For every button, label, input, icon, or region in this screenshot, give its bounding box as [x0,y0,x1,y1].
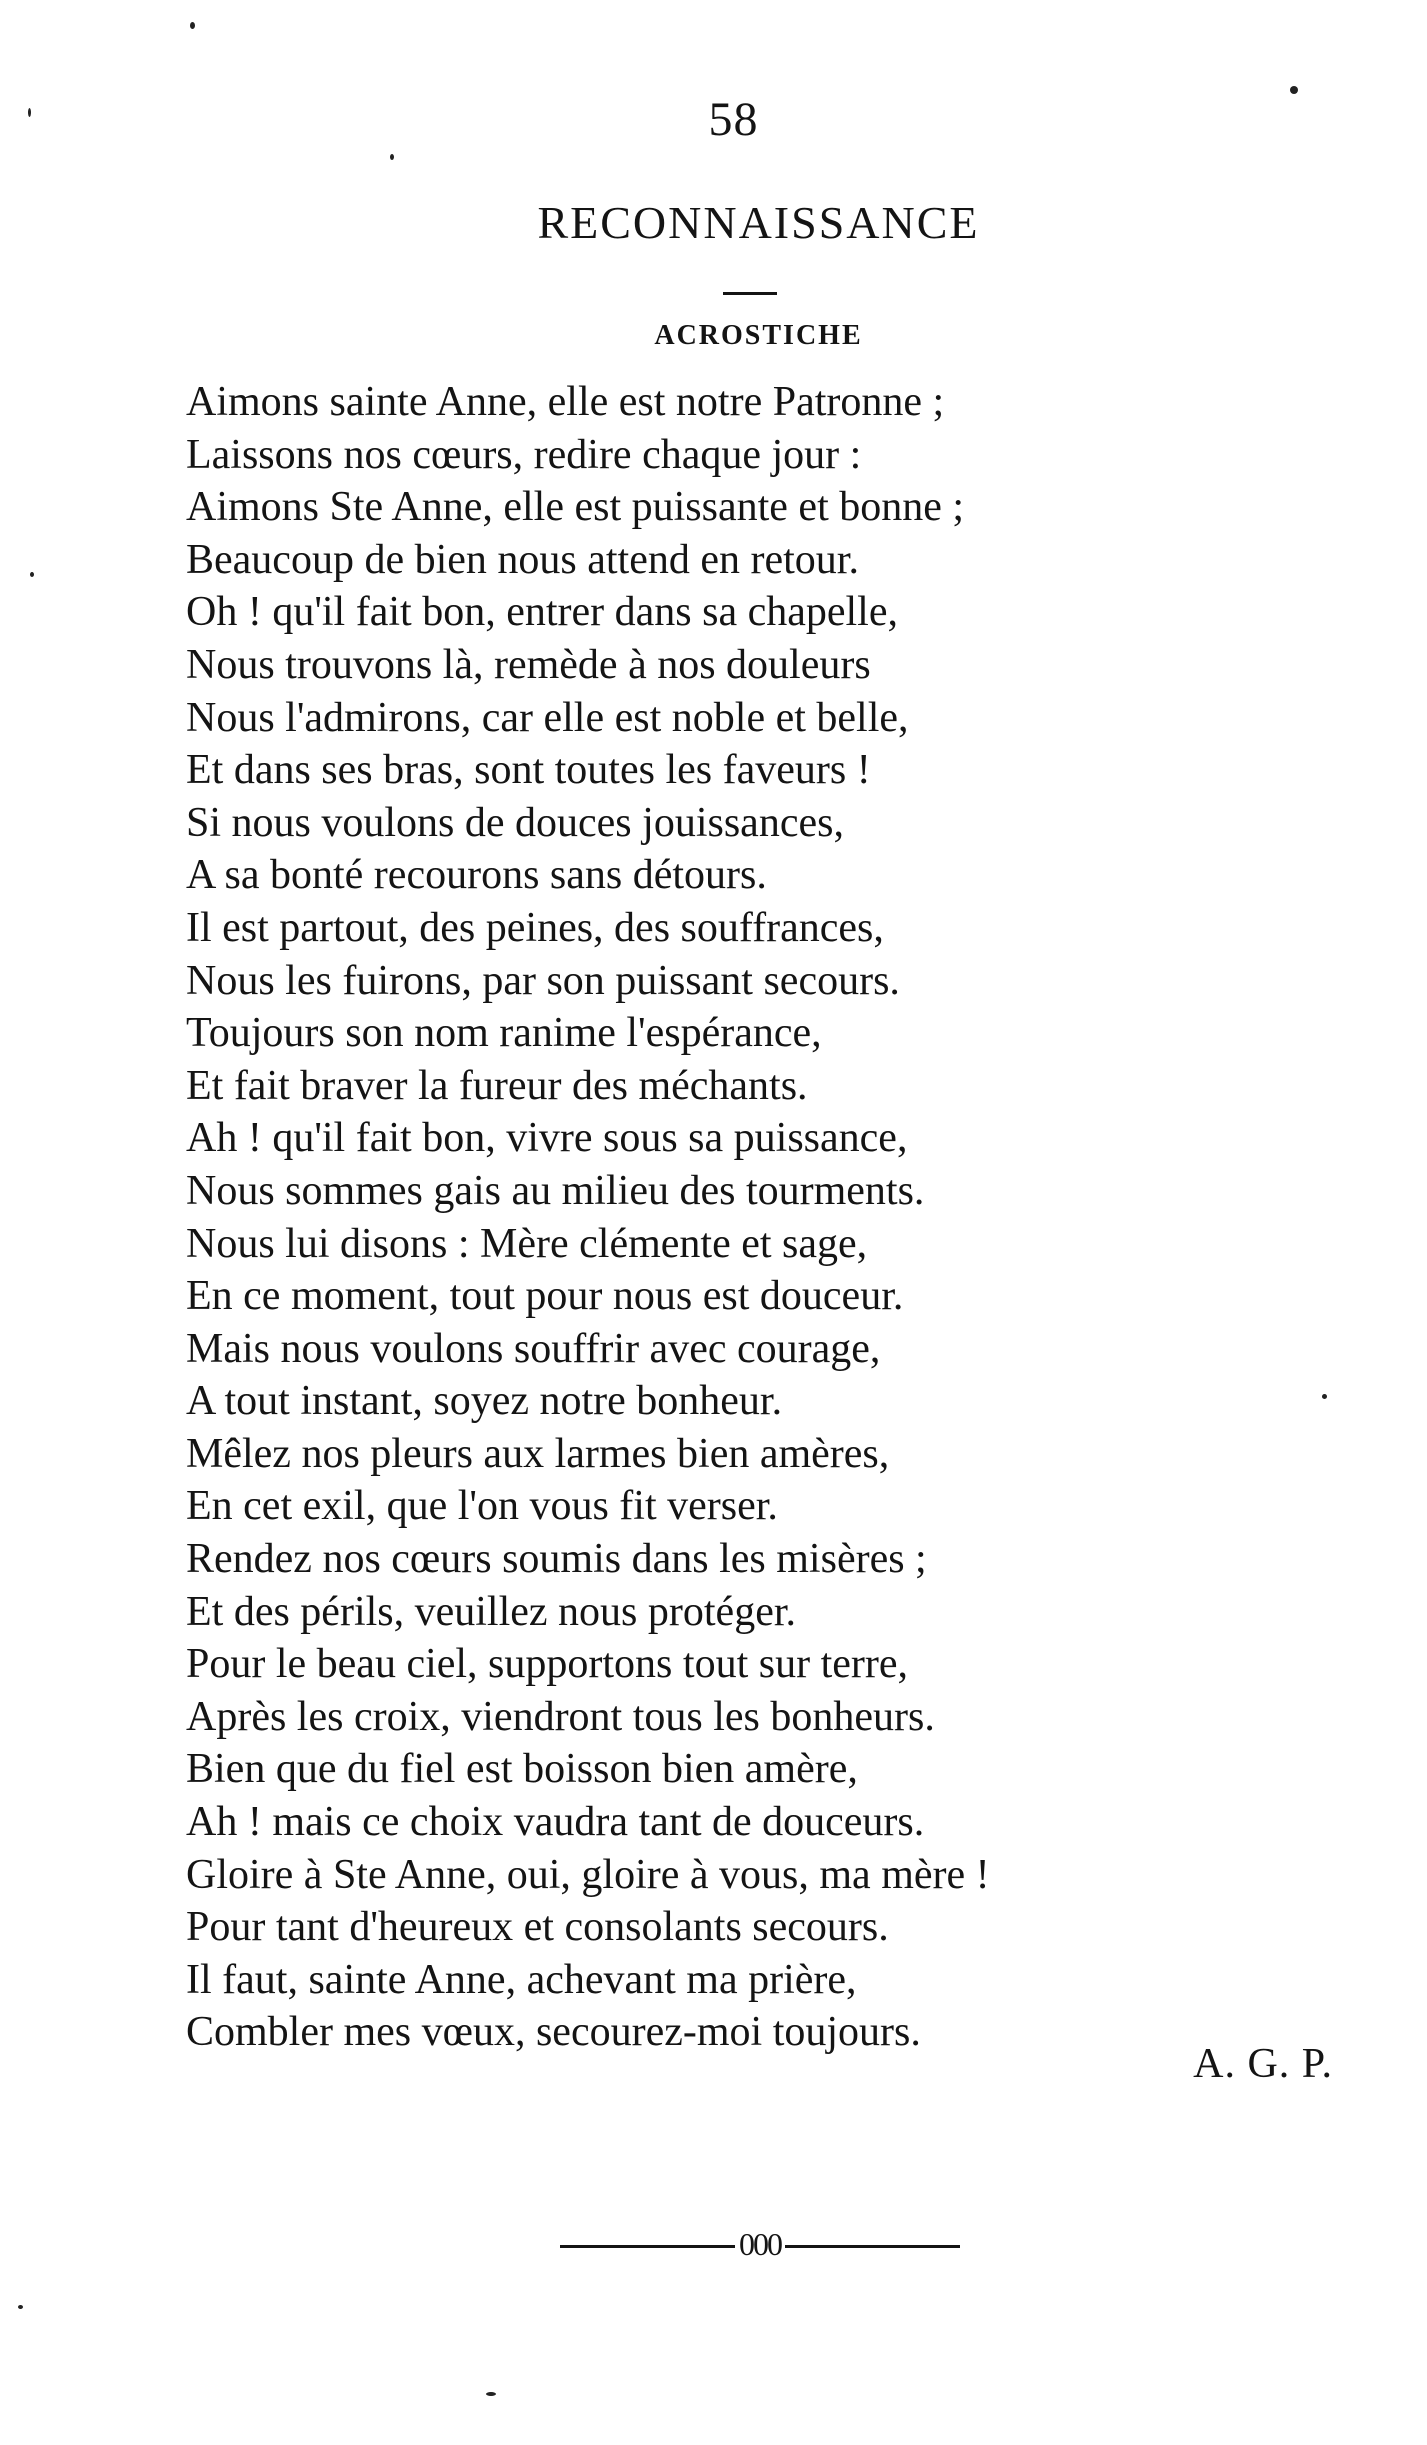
end-ornament [560,2228,960,2264]
poem-line: A sa bonté recourons sans détours. [186,852,767,899]
scan-speck [1322,1394,1327,1399]
poem-line: Bien que du fiel est boisson bien amère, [186,1746,858,1793]
signature: A. G. P. [1193,2041,1333,2087]
scan-speck [190,22,195,29]
page-title: RECONNAISSANCE [537,197,980,248]
poem-line: Mêlez nos pleurs aux larmes bien amères, [186,1430,890,1477]
poem-line: Il faut, sainte Anne, achevant ma prière, [186,1956,857,2003]
scan-speck [18,2305,23,2309]
poem-line: Oh ! qu'il fait bon, entrer dans sa chapelle, [186,589,898,636]
page-number: 58 [708,93,759,146]
ornament-dash-left [560,2245,735,2248]
poem-line: Beaucoup de bien nous attend en retour. [186,536,859,583]
poem-line: Laissons nos cœurs, redire chaque jour : [186,431,862,478]
poem-line: Aimons sainte Anne, elle est notre Patronne ; [186,379,945,425]
poem-line: Nous les fuirons, par son puissant secours. [186,957,900,1004]
poem-line: Pour tant d'heureux et consolants secours. [186,1904,889,1951]
poem-line: Aimons Ste Anne, elle est puissante et bonne ; [186,484,965,531]
scan-speck [1290,86,1298,94]
poem-line: En cet exil, que l'on vous fit verser. [186,1483,778,1530]
title-rule [723,292,777,295]
poem-line: Rendez nos cœurs soumis dans les misères ; [186,1536,927,1583]
poem-line: Et des périls, veuillez nous protéger. [186,1588,797,1635]
page-subtitle: ACROSTICHE [654,320,863,351]
poem-line: Il est partout, des peines, des souffrances, [186,904,884,951]
poem-line: Et dans ses bras, sont toutes les faveurs ! [186,747,871,794]
poem-line: Nous lui disons : Mère clémente et sage, [186,1220,868,1267]
scan-speck [28,108,31,117]
poem-line: Après les croix, viendront tous les bonheurs. [186,1693,935,1740]
poem-line: Mais nous voulons souffrir avec courage, [186,1325,881,1372]
poem-line: Si nous voulons de douces jouissances, [186,799,844,846]
poem-line: Nous l'admirons, car elle est noble et belle, [186,694,909,741]
poem-line: Pour le beau ciel, supportons tout sur terre, [186,1641,908,1688]
poem-line: Gloire à Ste Anne, oui, gloire à vous, ma mère ! [186,1851,990,1898]
ornament-mark: 000 [739,2226,781,2262]
poem-line: En ce moment, tout pour nous est douceur. [186,1273,904,1320]
scan-speck [486,2392,496,2396]
poem-line: Toujours son nom ranime l'espérance, [186,1010,822,1057]
poem-line: A tout instant, soyez notre bonheur. [186,1378,783,1425]
poem-line: Combler mes vœux, secourez-moi toujours. [186,2009,921,2056]
poem-line: Ah ! mais ce choix vaudra tant de douceurs. [186,1799,925,1846]
scan-speck [30,572,34,577]
poem-line: Nous sommes gais au milieu des tourments. [186,1167,925,1214]
scan-speck [390,154,394,160]
ornament-dash-right [785,2245,960,2248]
poem-line: Nous trouvons là, remède à nos douleurs [186,641,871,688]
poem-line: Ah ! qu'il fait bon, vivre sous sa puissance, [186,1115,908,1162]
poem-line: Et fait braver la fureur des méchants. [186,1062,808,1109]
acrostic-poem [186,376,1336,2059]
